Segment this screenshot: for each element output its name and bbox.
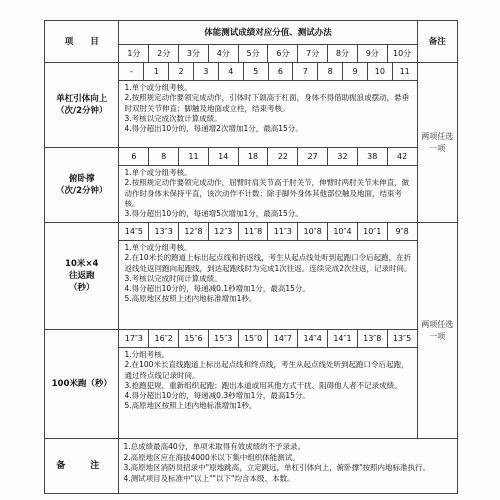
value-cell: 5 bbox=[244, 63, 269, 80]
score-header: 7分 bbox=[298, 45, 328, 63]
method-line: 1.分组考核。 bbox=[124, 350, 170, 359]
value-cell: 10″8 bbox=[298, 223, 328, 241]
item-unit-line: （秒） bbox=[68, 283, 95, 293]
value-cell: 32 bbox=[328, 148, 358, 166]
value-cell: 9 bbox=[343, 63, 368, 80]
value-cell: 4 bbox=[219, 63, 244, 80]
value-cell: 6 bbox=[119, 148, 149, 166]
method-line: 1.单个或分组考核。 bbox=[124, 83, 192, 92]
method-line: 4.得分超出10分的，每递增2次增加1分，最高15分。 bbox=[124, 124, 303, 134]
value-cell: 8 bbox=[149, 148, 179, 166]
method-line: 2.按照规定动作要领完成动作，引体时下颌高于杠面，身体不得借助振浪或摆动，悬垂时双肘关节伸直；脚触及地面或立柱，结束考核。 bbox=[124, 93, 410, 113]
value-cell: 15″0 bbox=[238, 330, 268, 348]
method-line: 2.在100米长直线跑道上标出起点线和终点线，考生从起点线处听到起跑口令后起跑，通过终点线记录时间。 bbox=[124, 360, 409, 380]
footer-note-line: 1.总成绩最高40分，单项未取得有效成绩的不予录录。 bbox=[123, 442, 306, 451]
value-cell: 8 bbox=[318, 63, 343, 80]
footer-note-line: 4.测试项目及标准中"以上""以下"均含本级、本数。 bbox=[123, 473, 295, 483]
side-note-choose-one: 两项任选一项 bbox=[417, 223, 457, 439]
footer-notes bbox=[119, 439, 458, 494]
shuttle-run-method bbox=[119, 241, 417, 330]
value-cell: 10″1 bbox=[357, 223, 387, 241]
method-line: 3.考核以完成时间计算成绩。 bbox=[124, 273, 222, 283]
item-name-line: 单杠引体向上 bbox=[56, 94, 108, 104]
method-line: 1.单个或分组考核。 bbox=[124, 168, 192, 177]
method-line: 5.高原地区按照上述内地标准增加1秒。 bbox=[124, 401, 257, 411]
value-cell: 16″2 bbox=[149, 330, 179, 348]
item-pushup bbox=[45, 148, 119, 223]
score-header: 5分 bbox=[238, 45, 268, 63]
value-cell: 12″8 bbox=[179, 223, 209, 241]
item-shuttle-run bbox=[45, 223, 119, 330]
value-cell: - bbox=[119, 63, 144, 80]
value-cell: 14″4 bbox=[298, 330, 328, 348]
value-cell: 38 bbox=[357, 148, 387, 166]
item-column-header: 项 目 bbox=[45, 21, 119, 63]
value-cell: 11 bbox=[399, 67, 410, 76]
method-line: 3.得分超出10分的，每递增5次增加1分，最高15分。 bbox=[124, 209, 303, 219]
notes-column-header: 备注 bbox=[417, 21, 457, 63]
item-name-line: 往返跑 bbox=[68, 271, 95, 281]
method-line: 5.高原地区按照上述内地标准增加1秒。 bbox=[124, 294, 257, 304]
pushup-method bbox=[119, 166, 417, 223]
value-cell: 6 bbox=[269, 63, 294, 80]
value-cell: 11″8 bbox=[238, 223, 268, 241]
value-cell: 7 bbox=[293, 63, 318, 80]
item-name-line: 10米×4 bbox=[65, 259, 99, 269]
value-cell: 13″8 bbox=[357, 330, 387, 348]
value-cell: 13″3 bbox=[149, 223, 179, 241]
footer-note-line: 3.高原地区消防员招录中"原地跳高，立定跳远，单杠引体向上，俯卧撑"按照内地标准执行。 bbox=[123, 463, 431, 472]
score-header: 10分 bbox=[387, 45, 417, 63]
value-cell: 10 bbox=[368, 63, 393, 80]
table-title: 体能测试成绩对应分值、测试办法 bbox=[119, 21, 417, 45]
pullup-values-row bbox=[119, 63, 417, 81]
item-unit-line: （次/2分钟） bbox=[55, 106, 108, 116]
method-line: 3.抢跑犯规，重新组织起跑；跑出本道或用其他方式干扰、阻碍他人者不记录成绩。 bbox=[124, 380, 402, 390]
value-cell: 9″8 bbox=[387, 223, 417, 241]
value-cell: 14″1 bbox=[328, 330, 358, 348]
item-pullup bbox=[45, 63, 119, 148]
value-cell: 42 bbox=[387, 148, 417, 166]
value-cell: 17″3 bbox=[119, 330, 149, 348]
method-line: 1.单个或分组考核。 bbox=[124, 243, 192, 252]
score-header: 4分 bbox=[208, 45, 238, 63]
value-cell: 14 bbox=[208, 148, 238, 166]
score-header: 6分 bbox=[268, 45, 298, 63]
value-cell: 11″3 bbox=[268, 223, 298, 241]
item-unit-line: （次/2分钟） bbox=[55, 186, 108, 196]
fitness-test-table bbox=[44, 20, 458, 494]
footer-note-line: 2.高原地区应在海拔4000米以下集中组织体能测试。 bbox=[123, 452, 300, 462]
value-cell: 27 bbox=[298, 148, 328, 166]
method-line: 3.考核以完成次数计算成绩。 bbox=[124, 113, 222, 123]
side-note-choose-one: 两项任选一项 bbox=[417, 63, 457, 223]
method-line: 4.得分超出10分的，每递减0.1秒增加1分，最高15分。 bbox=[124, 284, 310, 294]
value-cell: 2 bbox=[169, 63, 194, 80]
method-line: 2.在10米长的跑道上标出起点线和折返线，考生从起点线处听到起跑口令后起跑，在折返线处返回跑向起跑线，到达起跑线时为完成1次往返。连续完成2次往返，记录时间。 bbox=[124, 253, 412, 273]
score-header: 1分 bbox=[119, 45, 149, 63]
pullup-method bbox=[119, 81, 417, 148]
value-cell: 18 bbox=[238, 148, 268, 166]
value-cell: 13″5 bbox=[387, 330, 417, 348]
value-cell: 1 bbox=[144, 63, 169, 80]
score-header: 2分 bbox=[149, 45, 179, 63]
score-header: 8分 bbox=[328, 45, 358, 63]
method-line: 4.得分超出10分的，每递减0.3秒增加1分，最高15分。 bbox=[124, 391, 310, 401]
method-line: 2.按照规定动作要领完成动作，屈臂时肩关节高于肘关节，伸臂时两肘关节未伸直，做动作时身体未保持平直，该次动作不计数；除手脚外身体其他部位触及地面，结束考核。 bbox=[124, 178, 410, 208]
footer-notes-label: 备 注 bbox=[45, 439, 119, 494]
score-header: 3分 bbox=[179, 45, 209, 63]
score-header: 9分 bbox=[357, 45, 387, 63]
item-name-line: 俯卧撑 bbox=[68, 174, 95, 184]
value-cell: 22 bbox=[268, 148, 298, 166]
value-cell: 15″6 bbox=[179, 330, 209, 348]
item-100m-run: 100米跑（秒） bbox=[45, 330, 119, 439]
100m-run-method bbox=[119, 348, 417, 439]
value-cell: 14″7 bbox=[268, 330, 298, 348]
value-cell: 11 bbox=[179, 148, 209, 166]
value-cell: 12″3 bbox=[208, 223, 238, 241]
value-cell: 3 bbox=[194, 63, 219, 80]
value-cell: 10″4 bbox=[328, 223, 358, 241]
value-cell: 14″5 bbox=[119, 223, 149, 241]
value-cell: 15″3 bbox=[208, 330, 238, 348]
